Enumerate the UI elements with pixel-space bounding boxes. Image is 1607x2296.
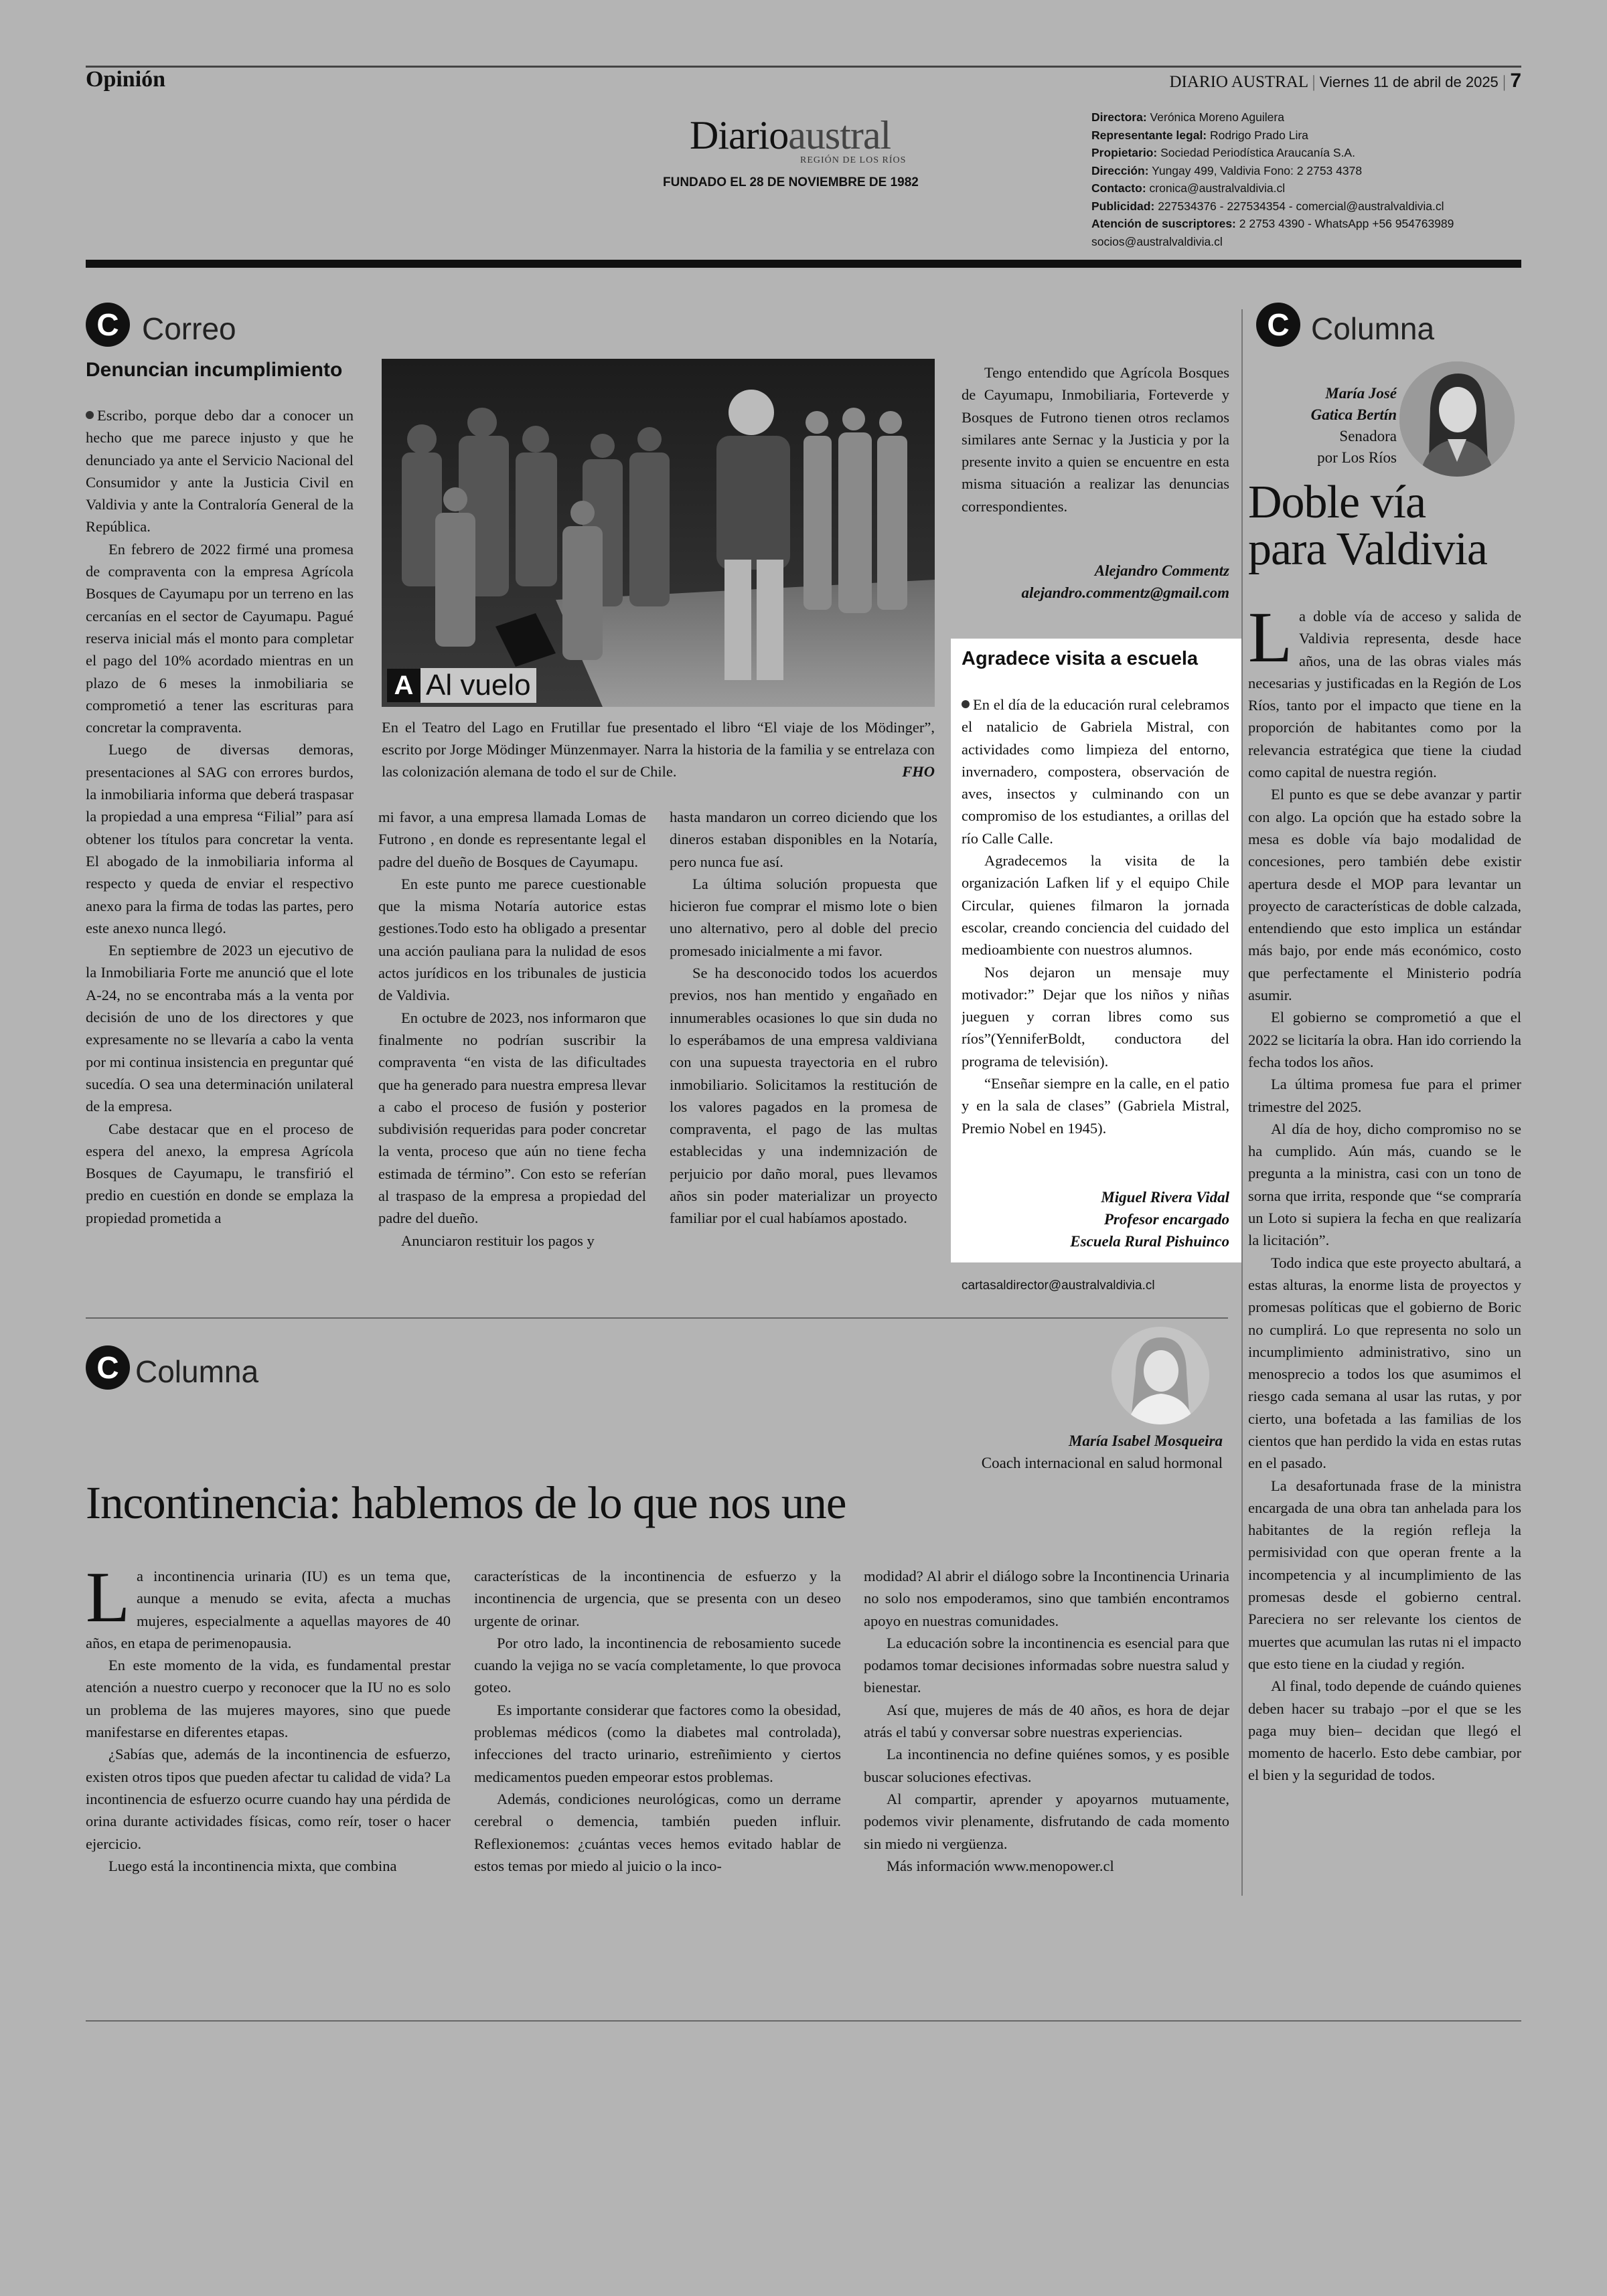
bottom-column-1 <box>86 1565 451 1913</box>
paragraph: Al compartir, aprender y apoyarnos mutuamente, podemos vivir plenamente, disfrutando de cada momento sin miedo ni vergüenza. <box>864 1790 1229 1852</box>
bullet-icon <box>86 411 94 419</box>
bottom-column-3 <box>864 1565 1229 1913</box>
paragraph: Por otro lado, la incontinencia de rebosamiento sucede cuando la vejiga no se vacía completamente, lo que provoca goteo. <box>474 1634 841 1696</box>
paragraph: Luego está la incontinencia mixta, que combina <box>108 1857 397 1874</box>
letter1-signature-email: alejandro.commentz@gmail.com <box>1021 584 1229 601</box>
paragraph: La desafortunada frase de la ministra encargada de una obra tan anhelada para los habitantes de la región refleja la permisividad con que operan frente a la incompetencia y al incumplimiento de las promesas desde el gobierno central. Pareciera no ser relevante los cientos de muertes que acumulan las rutas ni el impacto que esto tiene en la ciudad y región. <box>1248 1477 1521 1672</box>
bottom-column-2 <box>474 1565 841 1913</box>
author-name-1: María José <box>1325 385 1397 402</box>
correo-bottom-rule <box>86 1317 1228 1319</box>
paragraph: Es importante considerar que factores como la obesidad, problemas médicos (como la diabetes mal controlada), infecciones del tracto urinario, estreñimiento y ciertos medicamentos pueden empeorar estos problemas. <box>474 1701 841 1785</box>
letter1-column-3 <box>670 806 937 1301</box>
paragraph: Nos dejaron un mensaje muy motivador:” Dejar que los niños y niñas jueguen y corran libres como sus ríos”(YenniferBoldt, conductora del programa de televisión). <box>962 963 1229 1070</box>
letter2-signature-name: Miguel Rivera Vidal <box>1101 1189 1229 1206</box>
paragraph: Al día de hoy, dicho compromiso no se ha cumplido. Aún más, cuando se le pregunta a la ministra, casi con un tono de sorna que irrita, responde que “se compraría un Loto si supiera la fecha en que realizaría la licitación”. <box>1248 1120 1521 1249</box>
letter2-signature-role: Profesor encargado <box>1103 1211 1229 1228</box>
paragraph: Cabe destacar que en el proceso de espera del anexo, la empresa Agrícola Bosques de Cayumapu, le transfirió el predio en cuestión en donde se emplaza la propiedad prometida a <box>86 1120 354 1226</box>
staff-line: Propietario: Sociedad Periodística Araucanía S.A. <box>1091 146 1355 159</box>
letter2-signature-school: Escuela Rural Pishuinco <box>1070 1233 1229 1250</box>
columna-bottom-title: Columna <box>135 1354 259 1389</box>
author-role-1: Senadora <box>1339 428 1397 444</box>
letter1-column-1 <box>86 404 354 1301</box>
paper-name: DIARIO AUSTRAL <box>1169 73 1308 91</box>
bottom-rule <box>86 2020 1521 2022</box>
top-rule <box>86 66 1521 68</box>
correo-section-title: Correo <box>142 311 236 346</box>
right-article-body <box>1248 605 1521 1904</box>
paragraph: La doble vía de acceso y salida de Valdivia representa, desde hace años, una de las obras viales más necesarias y justificadas en la Región de Los Ríos, tanto por el impacto que tiene en la proporción de habitantes como por la relevancia estratégica que tiene la ciudad como capital de nuestra región. <box>1248 605 1521 781</box>
date: Viernes 11 de abril de 2025 <box>1319 74 1499 90</box>
drop-cap: L <box>1248 605 1292 677</box>
author-block <box>1256 383 1397 469</box>
paragraph: La incontinencia no define quiénes somos, y es posible buscar soluciones efectivas. <box>864 1746 1229 1785</box>
right-article-title <box>1248 479 1516 573</box>
staff-line: Representante legal: Rodrigo Prado Lira <box>1091 128 1308 142</box>
letter1-signature-name: Alejandro Commentz <box>1094 562 1229 579</box>
right-column-divider <box>1241 309 1243 1896</box>
paragraph: En octubre de 2023, nos informaron que finalmente no podrían suscribir la compraventa “en vista de las dificultades que ha generado para nuestra empresa llevar a cabo el proceso de fusión y posterior subdivisión requeridas para poder concretar la venta, proceso que aún no tiene fecha estimada de término”. Con esto se referían al traspaso de la empresa a propiedad del padre del dueño. <box>378 1009 646 1227</box>
paragraph: La última promesa fue para el primer trimestre del 2025. <box>1248 1076 1521 1115</box>
page-number: 7 <box>1510 70 1521 92</box>
logo-text-b: austral <box>788 113 891 157</box>
paragraph: En febrero de 2022 firmé una promesa de compraventa con la empresa Agrícola Bosques de Cayumapu por un terreno en las cercanías en el sector de Cayumapu. Pagué reserva inicial más el monto para completar el pago del 10% acordado mientras en un plazo de 6 meses la inmobiliaria se comprometió a tener las escrituras para concretar la compraventa. <box>86 540 354 736</box>
bottom-article-title: Incontinencia: hablemos de lo que nos une <box>86 1477 846 1528</box>
section-label: Opinión <box>86 67 166 92</box>
correo-icon: C <box>86 303 130 347</box>
paragraph: En este momento de la vida, es fundamental prestar atención a nuestro cuerpo y reconocer que la IU no es solo un problema de las mujeres mayores, sino que puede manifestarse en diferentes etapas. <box>86 1657 451 1741</box>
letter1-title: Denuncian incumplimiento <box>86 359 343 381</box>
paragraph: Así que, mujeres de más de 40 años, es hora de dejar atrás el tabú y conversar sobre nuestras experiencias. <box>864 1701 1229 1741</box>
staff-line: Contacto: cronica@australvaldivia.cl <box>1091 181 1286 195</box>
logo-subtitle: REGIÓN DE LOS RÍOS <box>800 155 907 165</box>
staff-line: socios@australvaldivia.cl <box>1091 234 1223 248</box>
bottom-author-name: María Isabel Mosqueira <box>1068 1432 1223 1449</box>
letter1-column-4 <box>962 361 1229 542</box>
staff-line: Publicidad: 227534376 - 227534354 - comercial@australvaldivia.cl <box>1091 199 1444 213</box>
title-line-2: para Valdivia <box>1248 523 1487 575</box>
author-name-2: Gatica Bertín <box>1310 406 1397 423</box>
contact-email: cartasaldirector@australvaldivia.cl <box>962 1279 1155 1293</box>
paragraph: El gobierno se comprometió a que el 2022 se licitaría la obra. Han ido corriendo la fecha todos los años. <box>1248 1009 1521 1070</box>
staff-box <box>1091 108 1520 250</box>
bottom-author-role: Coach internacional en salud hormonal <box>981 1455 1223 1471</box>
paragraph: Agradecemos la visita de la organización Lafken lif y el equipo Chile Circular, quienes filmaron la jornada escolar, creando conciencia del cuidado del medioambiente con nuestros alumnos. <box>962 852 1229 959</box>
masthead-rule <box>86 260 1521 268</box>
paragraph: características de la incontinencia de esfuerzo y la incontinencia de urgencia, que se presenta con un deseo urgente de orinar. <box>474 1568 841 1629</box>
masthead-logo <box>690 112 944 165</box>
paragraph: Más información www.menopower.cl <box>887 1857 1114 1874</box>
letter2-body <box>962 693 1229 1162</box>
photo-credit: FHO <box>902 763 935 780</box>
dateline: DIARIO AUSTRAL | Viernes 11 de abril de 2025 | 7 <box>1169 70 1521 92</box>
event-photo <box>382 359 935 707</box>
paragraph: Al final, todo depende de cuándo quienes deben hacer su trabajo –por el que se les paga muy bien– decidan que llegó el momento de hacerlo. Esto debe cambiar, por el bien y la seguridad de todos. <box>1248 1677 1521 1784</box>
drop-cap: L <box>86 1565 130 1637</box>
columna-right-title: Columna <box>1311 311 1435 346</box>
columna-bottom-icon: C <box>86 1345 130 1390</box>
paragraph: modidad? Al abrir el diálogo sobre la Incontinencia Urinaria no solo nos empoderamos, sino que también encontramos apoyo en nuestras comunidades. <box>864 1568 1229 1629</box>
paragraph: La educación sobre la incontinencia es esencial para que podamos tomar decisiones informadas sobre nuestra salud y bienestar. <box>864 1634 1229 1696</box>
paragraph: El punto es que se debe avanzar y partir con algo. La opción que ha estado sobre la mesa es doble vía bajo modalidad de concesiones, pero también debe existir apertura desde el MOP para levantar un proyecto de características de doble calzada, entendiendo que esto implica un estándar más bajo, por ende más económico, costo que perfectamente el Ministerio podría asumir. <box>1248 786 1521 1004</box>
title-line-1: Doble vía <box>1248 477 1426 528</box>
photo-caption: En el Teatro del Lago en Frutillar fue presentado el libro “El viaje de los Mödinger”, escrito por Jorge Mödinger Münzenmayer. Narra la historia de la familia y se entrelaza con las colonización alemana de todo el sur de Chile. FHO <box>382 716 935 783</box>
bottom-author-block <box>804 1430 1223 1474</box>
author-portrait-image <box>1399 361 1515 477</box>
al-vuelo-icon: A <box>387 669 420 702</box>
author-role-2: por Los Ríos <box>1317 449 1397 466</box>
columna-right-icon: C <box>1256 303 1300 347</box>
author-portrait <box>1399 361 1515 477</box>
al-vuelo-tag <box>387 668 536 703</box>
al-vuelo-label: Al vuelo <box>420 668 536 703</box>
bullet-icon <box>962 700 970 708</box>
paragraph: hasta mandaron un correo diciendo que los dineros estaban disponibles en la Notaría, pero nunca fue así. <box>670 809 937 870</box>
paragraph: Anunciaron restituir los pagos y <box>401 1232 595 1249</box>
paragraph: La incontinencia urinaria (IU) es un tema que, aunque a menudo se evita, afecta a muchas mujeres, especialmente a aquellas mayores de 40 años, en etapa de perimenopausia. <box>86 1565 451 1651</box>
paragraph: mi favor, a una empresa llamada Lomas de Futrono , en donde es representante legal el padre del dueño de Bosques de Cayumapu. <box>378 809 646 870</box>
paragraph: Se ha desconocido todos los acuerdos previos, nos han mentido y engañado en innumerables ocasiones lo que sin duda no lo esperábamos de una empresa valdiviana con una supuesta trayectoria en el rubro inmobiliario. Solicitamos la restitución de los valores pagados en la promesa de compraventa, el pago de las multas establecidas y una indemnización de perjuicio por daño moral, pues llevamos años sin poder materializar un proyecto familiar por el cual habíamos apostado. <box>670 965 937 1227</box>
letter1-column-2 <box>378 806 646 1301</box>
logo-text-a: Diario <box>690 113 789 157</box>
paragraph: “Enseñar siempre en la calle, en el patio y en la sala de clases” (Gabriela Mistral, Premio Nobel en 1945). <box>962 1075 1229 1137</box>
paragraph: Escribo, porque debo dar a conocer un hecho que me parece injusto y que he denunciado ya ante el Servicio Nacional del Consumidor y ante la Justicia Civil en Valdivia y ante la Contraloría General de la República. <box>86 407 354 536</box>
staff-line: Dirección: Yungay 499, Valdivia Fono: 2 2753 4378 <box>1091 163 1363 177</box>
staff-line: Directora: Verónica Moreno Aguilera <box>1091 110 1284 124</box>
letter2-title: Agradece visita a escuela <box>962 648 1199 669</box>
paragraph: Además, condiciones neurológicas, como un derrame cerebral o demencia, también pueden influir. Reflexionemos: ¿cuántas veces hemos evitado hablar de estos temas por miedo al juicio o la inco- <box>474 1790 841 1874</box>
paragraph: En este punto me parece cuestionable que la misma Notaría autorice estas gestiones.Todo esto ha obligado a presentar una acción pauliana para la nulidad de esos actos jurídicos en los tribunales de justicia de Valdivia. <box>378 875 646 1004</box>
founded-line: FUNDADO EL 28 DE NOVIEMBRE DE 1982 <box>663 175 919 189</box>
bottom-author-portrait-image <box>1112 1327 1209 1424</box>
paragraph: ¿Sabías que, además de la incontinencia de esfuerzo, existen otros tipos que pueden afectar tu calidad de vida? La incontinencia de esfuerzo ocurre cuando hay una pérdida de orina durante actividades físicas, como reír, toser o hacer ejercicio. <box>86 1746 451 1852</box>
paragraph: Luego de diversas demoras, presentaciones al SAG con errores burdos, la inmobiliaria informa que deberá traspasar la propiedad a una empresa “Filial” para así obtener los títulos para concretar la venta. El abogado de la inmobiliaria informa al respecto y queda de enviar el respectivo anexo para la firma de todas las partes, pero este anexo nunca llegó. <box>86 741 354 936</box>
paragraph: En septiembre de 2023 un ejecutivo de la Inmobiliaria Forte me anunció que el lote A-24, no se encontraba más a la venta por decisión de uno de los directores y que expresamente no se llevaría a cabo la venta por mi continua insistencia en preguntar qué sucedía. O sea una determinación unilateral de la empresa. <box>86 942 354 1115</box>
paragraph: Tengo entendido que Agrícola Bosques de Cayumapu, Inmobiliaria, Forteverde y Bosques de Futrono tienen otros reclamos similares ante Sernac y la Justicia y por la presente invito a quien se encuentre en esta misma situación a realizar las denuncias correspondientes. <box>962 364 1229 515</box>
theater-scene-image <box>382 359 935 707</box>
paragraph: En el día de la educación rural celebramos el natalicio de Gabriela Mistral, con actividades como limpieza del entorno, invernadero, compostera, observación de aves, insectos y culminando con un compromiso de los estudiantes, a orillas del río Calle Calle. <box>962 696 1229 847</box>
paragraph: La última solución propuesta que hicieron fue comprar el mismo lote o bien uno alternativo, pero al doble del precio promesado inicialmente a mi favor. <box>670 875 937 959</box>
staff-line: Atención de suscriptores: 2 2753 4390 - WhatsApp +56 954763989 <box>1091 217 1454 230</box>
bottom-author-portrait <box>1112 1327 1209 1424</box>
paragraph: Todo indica que este proyecto abultará, a estas alturas, la enorme lista de proyectos y promesas políticas que el gobierno de Boric no cumplirá. Lo que representa no solo un incumplimiento administrativo, sino un menosprecio a todos los que asumimos el riesgo cada semana al usar las rutas, y por cierto, una bofetada a las familias de los cientos que han perdido la vida en estas rutas en el pasado. <box>1248 1254 1521 1472</box>
